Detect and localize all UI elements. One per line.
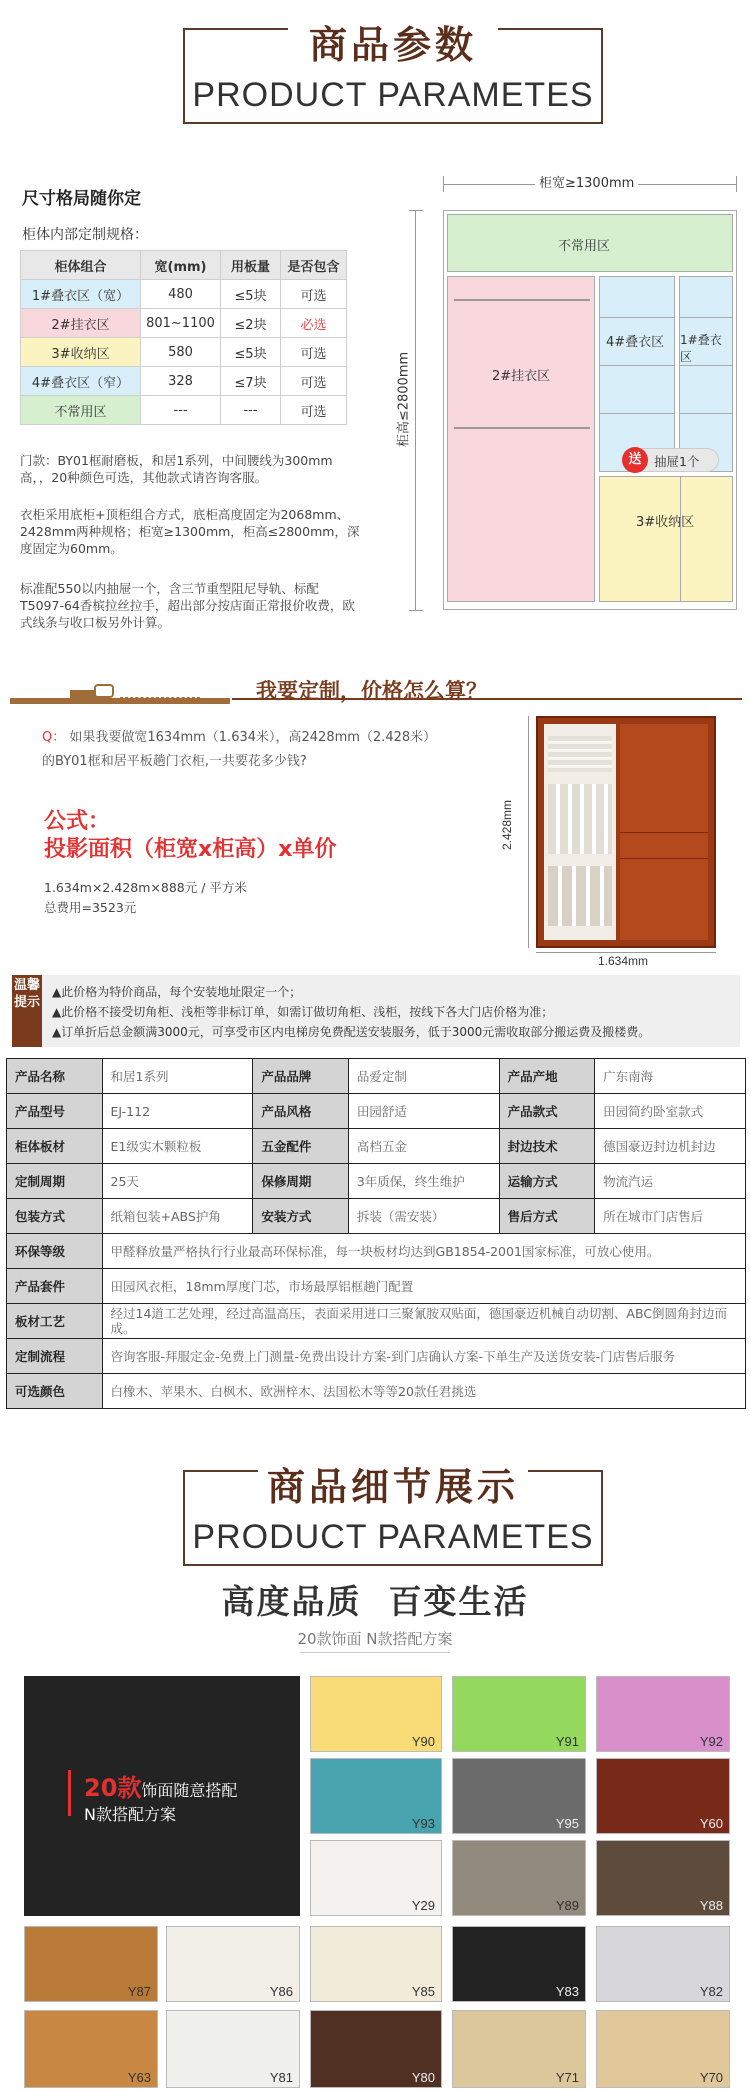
zone-fold-narrow (599, 276, 675, 472)
cell: --- (221, 396, 281, 425)
cell: 480 (141, 280, 221, 309)
title-box-product-params (183, 23, 603, 124)
calc-line: 1.634m×2.428m×888元 / 平方米 (44, 880, 247, 895)
color-swatch-y93[interactable] (310, 1758, 442, 1834)
swatch-code: Y91 (555, 1734, 579, 1749)
wardrobe-photo (536, 716, 716, 948)
formula (44, 808, 336, 864)
spec-header: 用板量 (221, 251, 281, 280)
zone-unused (447, 214, 733, 272)
param-value: 拆装（需安装） (348, 1199, 499, 1234)
param-value: 纸箱包装+ABS护角 (102, 1199, 253, 1234)
cabinet-description: 衣柜采用底柜+顶柜组合方式，底柜高度固定为2068mm、2428mm两种规格；柜宽≥1300mm，柜高≤2800mm，深度固定为60mm。 (20, 507, 360, 556)
param-key: 运输方式 (499, 1164, 595, 1199)
param-value: 3年质保，终生维护 (348, 1164, 499, 1199)
color-swatch-y87[interactable] (24, 1926, 158, 2002)
color-swatch-y95[interactable] (452, 1758, 586, 1834)
pricing-question (42, 726, 462, 774)
gift-text: 抽屉1个 (654, 454, 700, 469)
color-swatch-y70[interactable] (596, 2010, 730, 2088)
color-swatch-y63[interactable] (24, 2010, 158, 2088)
cell: ≤2块 (221, 309, 281, 338)
size-heading: 尺寸格局随你定 (22, 189, 141, 209)
height-dimension-label: 柜高≤2800mm (393, 345, 412, 455)
notice-tag: 温馨提示 (12, 975, 42, 1047)
param-key: 包装方式 (7, 1199, 103, 1234)
param-value: 所在城市门店售后 (595, 1199, 746, 1234)
title-cn: 商品细节展示 (258, 1456, 528, 1511)
cell: 可选 (281, 338, 347, 367)
promo-line1 (84, 1768, 237, 1803)
ruler-decoration (10, 690, 230, 704)
zone-storage (599, 476, 733, 602)
spec-table (20, 250, 347, 425)
photo-height-dimension (528, 716, 529, 948)
promo-big: 20款 (84, 1774, 142, 1802)
zone-hanging-label: 2#挂衣区 (492, 369, 551, 384)
zone-fold-wide-label: 1#叠衣区 (680, 333, 722, 364)
param-value: 物流汽运 (595, 1164, 746, 1199)
color-swatch-y85[interactable] (310, 1926, 442, 2002)
gift-badge (627, 448, 719, 472)
drawer-description: 标准配550以内抽屉一个，含三节重型阻尼导轨、标配T5097-64香槟拉丝拉手，超出部分按店面正常报价收费，欧式线条与收口板另外计算。 (20, 581, 355, 630)
table-row (21, 396, 347, 425)
param-key: 五金配件 (253, 1129, 349, 1164)
param-value: 白橡木、苹果木、白枫木、欧洲梓木、法国松木等等20款任君挑选 (102, 1374, 745, 1409)
param-value: 田园简约卧室款式 (595, 1094, 746, 1129)
param-key: 安装方式 (253, 1199, 349, 1234)
notice-box (12, 975, 740, 1047)
swatch-code: Y93 (411, 1816, 435, 1831)
title-en: PRODUCT PARAMETES (192, 76, 594, 114)
param-key: 定制周期 (7, 1164, 103, 1199)
table-row (7, 1129, 746, 1164)
cell: 可选 (281, 280, 347, 309)
total-price: 总费用=3523元 (44, 900, 137, 915)
notice-line: ▲订单折后总金额满3000元，可享受市区内电梯房免费配送安装服务，低于3000元需收取部分搬运费及搬楼费。 (52, 1025, 651, 1039)
param-key: 封边技术 (499, 1129, 595, 1164)
param-value: 甲醛释放量严格执行行业最高环保标准，每一块板材均达到GB1854-2001国家标准，可放心使用。 (102, 1234, 745, 1269)
swatch-code: Y63 (127, 2070, 151, 2085)
table-row (7, 1164, 746, 1199)
zone-storage-label: 3#收纳区 (636, 515, 695, 530)
param-key: 产品款式 (499, 1094, 595, 1129)
q-line2: 的BY01框和居平板趟门衣柜,一共要花多少钱? (42, 754, 307, 769)
param-key: 定制流程 (7, 1339, 103, 1374)
formula-text: 投影面积（柜宽x柜高）x单价 (44, 837, 337, 862)
table-row (7, 1234, 746, 1269)
param-value: 田园舒适 (348, 1094, 499, 1129)
color-swatch-y80[interactable] (310, 2010, 442, 2088)
param-key: 产品品牌 (253, 1059, 349, 1094)
q-line1: 如果我要做宽1634mm（1.634米），高2428mm（2.428米） (69, 730, 437, 745)
notice-line: ▲此价格为特价商品，每个安装地址限定一个； (52, 985, 302, 999)
cell: 801~1100 (141, 309, 221, 338)
param-value: 25天 (102, 1164, 253, 1199)
spec-header: 柜体组合 (21, 251, 141, 280)
param-value: E1级实木颗粒板 (102, 1129, 253, 1164)
spec-header: 是否包含 (281, 251, 347, 280)
zone-hanging (447, 276, 595, 602)
param-key: 可选颜色 (7, 1374, 103, 1409)
table-row (7, 1339, 746, 1374)
param-key: 柜体板材 (7, 1129, 103, 1164)
param-key: 产品型号 (7, 1094, 103, 1129)
param-key: 售后方式 (499, 1199, 595, 1234)
swatch-code: Y29 (411, 1898, 435, 1913)
title-en: PRODUCT PARAMETES (192, 1518, 594, 1556)
swatch-code: Y88 (699, 1898, 723, 1913)
cell: 必选 (281, 309, 347, 338)
wardrobe-diagram (395, 170, 745, 620)
photo-height-label: 2.428mm (500, 799, 515, 851)
color-swatch-y71[interactable] (452, 2010, 586, 2088)
param-value: EJ-112 (102, 1094, 253, 1129)
zone-fold-wide (679, 276, 733, 472)
formula-label: 公式： (44, 809, 111, 834)
cell: 可选 (281, 367, 347, 396)
table-row (21, 280, 347, 309)
param-key: 产品风格 (253, 1094, 349, 1129)
param-value: 和居1系列 (102, 1059, 253, 1094)
zone-fold-narrow-label: 4#叠衣区 (606, 335, 665, 350)
title-box-detail (183, 1465, 603, 1566)
promo-rest: 饰面随意搭配 (141, 1781, 238, 1800)
swatch-code: Y95 (555, 1816, 579, 1831)
swatch-code: Y81 (269, 2070, 293, 2085)
cell: 3#收纳区 (21, 338, 141, 367)
swatch-code: Y87 (127, 1984, 151, 1999)
color-swatch-y88[interactable] (596, 1840, 730, 1916)
cell: --- (141, 396, 221, 425)
slogan: 高度品质 百变生活 (221, 1582, 529, 1621)
param-value: 高档五金 (348, 1129, 499, 1164)
color-swatch-y86[interactable] (166, 1926, 300, 2002)
param-value: 咨询客服-拜服定金-免费上门测量-免费出设计方案-到门店确认方案-下单生产及送货安装-门店售后服务 (102, 1339, 745, 1374)
params-table (6, 1058, 746, 1409)
color-swatch-y90[interactable] (310, 1676, 442, 1752)
table-row (7, 1199, 746, 1234)
param-key: 环保等级 (7, 1234, 103, 1269)
color-swatch-y89[interactable] (452, 1840, 586, 1916)
slogan-sub: 20款饰面 N款搭配方案 (297, 1630, 453, 1648)
param-key: 保修周期 (253, 1164, 349, 1199)
color-swatch-y82[interactable] (596, 1926, 730, 2002)
param-key: 板材工艺 (7, 1304, 103, 1339)
table-row (7, 1304, 746, 1339)
swatch-code: Y83 (555, 1984, 579, 1999)
q-label: Q： (42, 730, 66, 745)
table-row (7, 1094, 746, 1129)
param-value: 田园风衣柜，18mm厚度门芯，市场最厚铝框趟门配置 (102, 1269, 745, 1304)
title-cn: 商品参数 (288, 14, 498, 69)
cell: 不常用区 (21, 396, 141, 425)
photo-width-dimension (536, 952, 716, 953)
promo-panel (24, 1676, 300, 1916)
swatch-code: Y80 (411, 2070, 435, 2085)
cell: 可选 (281, 396, 347, 425)
swatch-code: Y90 (411, 1734, 435, 1749)
notice-line: ▲此价格不接受切角柜、浅柜等非标订单，如需订做切角柜、浅柜，按线下各大门店价格为准； (52, 1005, 554, 1019)
gift-tag: 送 (622, 447, 648, 473)
color-swatch-y29[interactable] (310, 1840, 442, 1916)
swatch-code: Y71 (555, 2070, 579, 2085)
table-row (7, 1269, 746, 1304)
pricing-title: 我要定制，价格怎么算？ (256, 679, 487, 703)
color-swatch-y91[interactable] (452, 1676, 586, 1752)
table-row (21, 367, 347, 396)
size-subheading: 柜体内部定制规格： (22, 227, 148, 243)
param-key: 产品产地 (499, 1059, 595, 1094)
cell: 1#叠衣区（宽） (21, 280, 141, 309)
cell: 580 (141, 338, 221, 367)
swatch-code: Y86 (269, 1984, 293, 1999)
swatch-code: Y92 (699, 1734, 723, 1749)
color-swatch-y60[interactable] (596, 1758, 730, 1834)
param-value: 广东南海 (595, 1059, 746, 1094)
width-dimension-label: 柜宽≥1300mm (535, 172, 638, 191)
color-swatch-y83[interactable] (452, 1926, 586, 2002)
table-row (7, 1374, 746, 1409)
photo-width-label: 1.634mm (598, 954, 649, 968)
param-value: 德国豪迈封边机封边 (595, 1129, 746, 1164)
cell: 328 (141, 367, 221, 396)
table-row (21, 338, 347, 367)
cell: 4#叠衣区（窄） (21, 367, 141, 396)
param-key: 产品名称 (7, 1059, 103, 1094)
param-value: 经过14道工艺处理，经过高温高压，表面采用进口三聚氰胺双贴面，德国豪迈机械自动切割、ABC倒圆角封边而成。 (102, 1304, 745, 1339)
door-description: 门款：BY01框耐磨板，和居1系列，中间腰线为300mm高，，20种颜色可选，其他款式请咨询客服。 (20, 453, 333, 485)
param-value: 品爱定制 (348, 1059, 499, 1094)
cell: ≤7块 (221, 367, 281, 396)
swatch-code: Y89 (555, 1898, 579, 1913)
swatch-code: Y82 (699, 1984, 723, 1999)
table-row (7, 1059, 746, 1094)
sub-divider (300, 1652, 450, 1653)
swatch-code: Y70 (699, 2070, 723, 2085)
color-swatch-y81[interactable] (166, 2010, 300, 2088)
promo-line2: N款搭配方案 (84, 1805, 176, 1824)
swatch-code: Y85 (411, 1984, 435, 1999)
spec-header: 宽(mm) (141, 251, 221, 280)
calculation (44, 878, 247, 918)
cell: ≤5块 (221, 280, 281, 309)
param-key: 产品套件 (7, 1269, 103, 1304)
cell: 2#挂衣区 (21, 309, 141, 338)
color-swatch-y92[interactable] (596, 1676, 730, 1752)
cell: ≤5块 (221, 338, 281, 367)
table-row (21, 309, 347, 338)
swatch-code: Y60 (699, 1816, 723, 1831)
zone-unused-label: 不常用区 (558, 239, 611, 254)
